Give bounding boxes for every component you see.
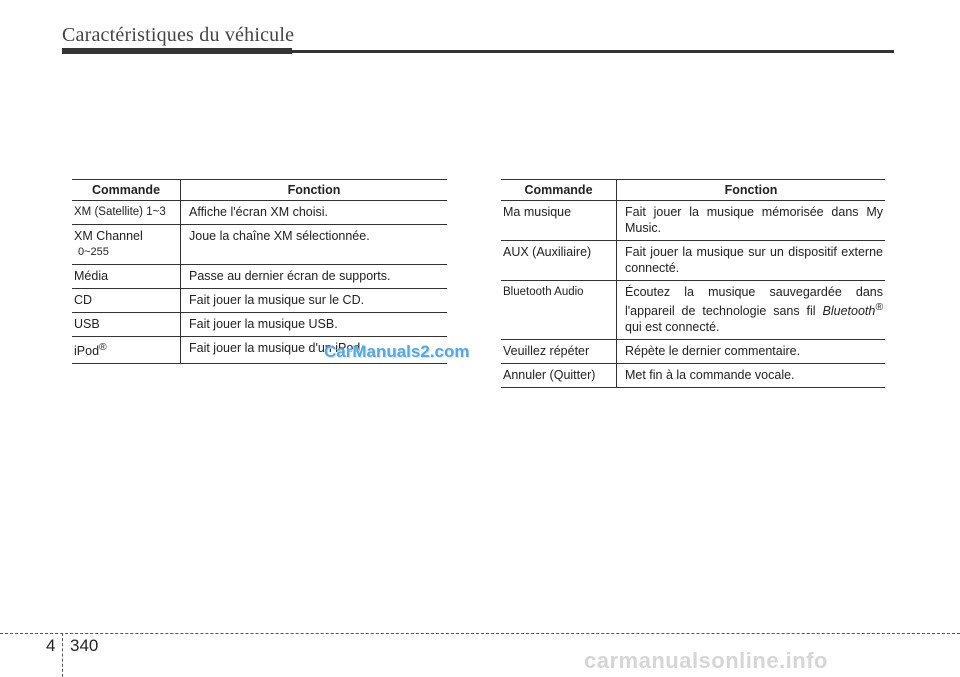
voice-command-table-right	[501, 179, 885, 388]
table-row	[72, 289, 447, 313]
footer-divider	[62, 633, 63, 677]
bluetooth-trademark	[823, 304, 884, 318]
table-header-row	[501, 180, 885, 201]
function-cell: Joue la chaîne XM sélectionnée.	[181, 225, 448, 265]
voice-command-table-left	[72, 179, 447, 364]
footer-rule	[0, 633, 960, 634]
command-subtext: 0~255	[78, 246, 109, 258]
column-header-command: Commande	[501, 180, 617, 201]
function-cell: Fait jouer la musique sur le CD.	[181, 289, 448, 313]
command-cell: Annuler (Quitter)	[501, 364, 617, 388]
function-cell	[617, 281, 886, 340]
command-cell	[72, 225, 181, 265]
function-text-tail: qui est connecté.	[625, 320, 720, 335]
table-row	[72, 265, 447, 289]
watermark-carmanuals2: CarManuals2.com	[324, 342, 470, 361]
command-cell: Veuillez répéter	[501, 340, 617, 364]
watermark-carmanualsonline: carmanualsonline.info	[584, 648, 828, 673]
command-cell: AUX (Auxiliaire)	[501, 241, 617, 281]
function-cell: Fait jouer la musique USB.	[181, 313, 448, 337]
header-rule-accent	[62, 48, 292, 54]
function-cell: Met fin à la commande vocale.	[617, 364, 886, 388]
table-row	[501, 364, 885, 388]
function-cell: Affiche l'écran XM choisi.	[181, 201, 448, 225]
column-header-command: Commande	[72, 180, 181, 201]
command-cell: XM (Satellite) 1~3	[72, 201, 181, 225]
command-cell: Bluetooth Audio	[501, 281, 617, 340]
chapter-number: 4	[46, 636, 56, 655]
table-row	[501, 241, 885, 281]
function-cell: Passe au dernier écran de supports.	[181, 265, 448, 289]
function-cell: Répète le dernier commentaire.	[617, 340, 886, 364]
table-row	[72, 313, 447, 337]
registered-mark: ®	[99, 342, 107, 353]
command-cell: Média	[72, 265, 181, 289]
command-cell: USB	[72, 313, 181, 337]
page-header-title: Caractéristiques du véhicule	[62, 24, 295, 46]
table-row	[501, 201, 885, 241]
command-text: iPod	[74, 344, 100, 359]
column-header-function: Fonction	[617, 180, 886, 201]
table-row	[501, 281, 885, 340]
command-cell	[72, 337, 181, 364]
command-text: XM Channel	[74, 229, 143, 243]
function-cell: Fait jouer la musique sur un dispositif externe connecté.	[617, 241, 886, 281]
table-header-row	[72, 180, 447, 201]
table-row	[72, 225, 447, 265]
bluetooth-text: Bluetooth	[822, 304, 876, 319]
function-cell: Fait jouer la musique mémorisée dans My Music.	[617, 201, 886, 241]
command-cell: CD	[72, 289, 181, 313]
function-cell: Fait jouer la musique d'un iPod.	[181, 337, 448, 364]
page-number: 340	[70, 636, 99, 655]
table-row	[501, 340, 885, 364]
column-header-function: Fonction	[181, 180, 448, 201]
table-row	[72, 201, 447, 225]
registered-mark: ®	[875, 302, 883, 313]
command-cell: Ma musique	[501, 201, 617, 241]
function-text: Écoutez la musique sauvegardée dans l'appareil de technologie sans fil	[625, 285, 883, 319]
